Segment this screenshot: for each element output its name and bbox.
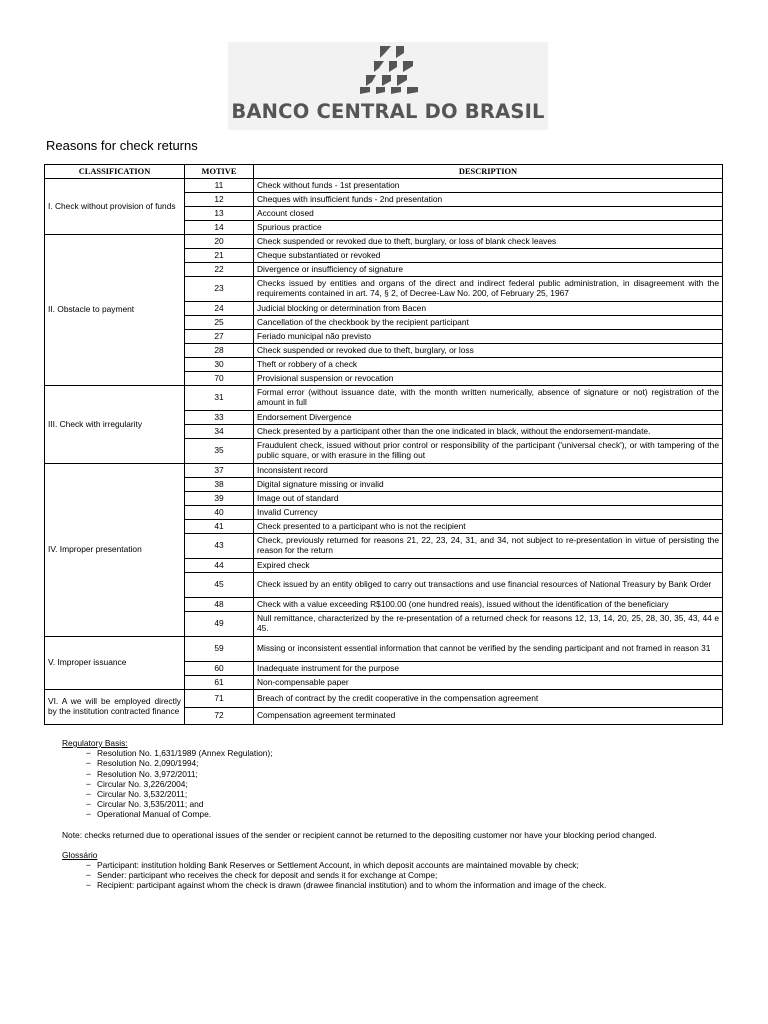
- glossary-item: − Sender: participant who receives the check for deposit and sends it for exchange at Compe;: [90, 870, 662, 880]
- motive-code-cell: 14: [185, 221, 254, 235]
- motive-code-cell: 40: [185, 506, 254, 520]
- description-cell: Endorsement Divergence: [254, 411, 723, 425]
- motive-code-cell: 28: [185, 344, 254, 358]
- description-cell: Image out of standard: [254, 492, 723, 506]
- description-cell: Invalid Currency: [254, 506, 723, 520]
- description-cell: Null remittance, characterized by the re-presentation of a returned check for reasons 12, 13, 14, 20, 25, 28, 30, 35, 43, 44 e 45.: [254, 612, 723, 637]
- description-cell: Check, previously returned for reasons 21, 22, 23, 24, 31, and 34, not subject to re-presentation in virtue of persisting the reason for the return: [254, 534, 723, 559]
- description-cell: Inadequate instrument for the purpose: [254, 662, 723, 676]
- description-cell: Cheque substantiated or revoked: [254, 249, 723, 263]
- motive-code-cell: 30: [185, 358, 254, 372]
- regulatory-item: − Operational Manual of Compe.: [90, 809, 662, 819]
- description-cell: Missing or inconsistent essential information that cannot be verified by the sending participant and not framed in reason 31: [254, 637, 723, 662]
- classification-cell: III. Check with irregularity: [45, 386, 185, 464]
- bcb-emblem-icon: [360, 46, 418, 94]
- description-cell: Check with a value exceeding R$100.00 (one hundred reais), issued without the identification of the beneficiary: [254, 598, 723, 612]
- notes-section: [62, 738, 662, 891]
- motive-code-cell: 33: [185, 411, 254, 425]
- glossary-list: [62, 860, 662, 891]
- regulatory-item: − Resolution No. 1,631/1989 (Annex Regulation);: [90, 748, 662, 758]
- motive-code-cell: 24: [185, 302, 254, 316]
- regulatory-item: − Circular No. 3,535/2011; and: [90, 799, 662, 809]
- motive-code-cell: 44: [185, 559, 254, 573]
- logo-text: BANCO CENTRAL DO BRASIL: [231, 100, 545, 123]
- description-cell: Expired check: [254, 559, 723, 573]
- motive-code-cell: 41: [185, 520, 254, 534]
- description-cell: Cancellation of the checkbook by the recipient participant: [254, 316, 723, 330]
- description-cell: Compensation agreement terminated: [254, 708, 723, 725]
- motive-code-cell: 11: [185, 179, 254, 193]
- motive-code-cell: 45: [185, 573, 254, 598]
- classification-cell: VI. A we will be employed directly by the institution contracted finance: [45, 690, 185, 725]
- motive-code-cell: 72: [185, 708, 254, 725]
- bcb-logo: [228, 42, 548, 130]
- motive-code-cell: 25: [185, 316, 254, 330]
- motive-code-cell: 38: [185, 478, 254, 492]
- motive-code-cell: 27: [185, 330, 254, 344]
- glossary-title: Glossário: [62, 849, 98, 860]
- motive-code-cell: 22: [185, 263, 254, 277]
- motive-code-cell: 34: [185, 425, 254, 439]
- description-cell: Breach of contract by the credit cooperative in the compensation agreement: [254, 690, 723, 708]
- motive-code-cell: 23: [185, 277, 254, 302]
- classification-cell: IV. Improper presentation: [45, 464, 185, 637]
- description-cell: Cheques with insufficient funds - 2nd presentation: [254, 193, 723, 207]
- table-row: [45, 386, 723, 411]
- description-cell: Inconsistent record: [254, 464, 723, 478]
- motive-code-cell: 31: [185, 386, 254, 411]
- motive-code-cell: 35: [185, 439, 254, 464]
- motive-code-cell: 12: [185, 193, 254, 207]
- table-row: [45, 179, 723, 193]
- description-cell: Divergence or insufficiency of signature: [254, 263, 723, 277]
- motive-code-cell: 71: [185, 690, 254, 708]
- regulatory-item: − Resolution No. 2,090/1994;: [90, 758, 662, 768]
- regulatory-item: − Circular No. 3,226/2004;: [90, 779, 662, 789]
- motive-code-cell: 43: [185, 534, 254, 559]
- description-cell: Fraudulent check, issued without prior control or responsibility of the participant ('universal check'), or with tampering of the public square, or with erasure in the filling out: [254, 439, 723, 464]
- return-codes-table: [44, 164, 723, 725]
- description-cell: Check suspended or revoked due to theft, burglary, or loss of blank check leaves: [254, 235, 723, 249]
- motive-code-cell: 20: [185, 235, 254, 249]
- motive-code-cell: 49: [185, 612, 254, 637]
- glossary-item: − Recipient: participant against whom the check is drawn (drawee financial institution) and to whom the information and image of the check.: [90, 880, 662, 890]
- classification-header: CLASSIFICATION: [45, 165, 185, 179]
- regulatory-basis-title: Regulatory Basis:: [62, 738, 128, 748]
- description-cell: Provisional suspension or revocation: [254, 372, 723, 386]
- motive-code-cell: 13: [185, 207, 254, 221]
- motive-code-cell: 61: [185, 676, 254, 690]
- description-cell: Check presented to a participant who is not the recipient: [254, 520, 723, 534]
- description-cell: Check suspended or revoked due to theft, burglary, or loss: [254, 344, 723, 358]
- description-cell: Formal error (without issuance date, with the month written numerically, absence of signature or not) registration of the amount in full: [254, 386, 723, 411]
- classification-cell: II. Obstacle to payment: [45, 235, 185, 386]
- description-cell: Judicial blocking or determination from Bacen: [254, 302, 723, 316]
- description-cell: Feriado municipal não previsto: [254, 330, 723, 344]
- table-header-row: [45, 165, 723, 179]
- description-header: DESCRIPTION: [254, 165, 723, 179]
- table-row: [45, 637, 723, 662]
- description-cell: Non-compensable paper: [254, 676, 723, 690]
- table-row: [45, 464, 723, 478]
- description-cell: Spurious practice: [254, 221, 723, 235]
- description-cell: Check issued by an entity obliged to carry out transactions and use financial resources of National Treasury by Bank Order: [254, 573, 723, 598]
- motive-code-cell: 37: [185, 464, 254, 478]
- motive-code-cell: 21: [185, 249, 254, 263]
- table-row: [45, 235, 723, 249]
- motive-code-cell: 48: [185, 598, 254, 612]
- page-title: Reasons for check returns: [46, 138, 198, 153]
- description-cell: Account closed: [254, 207, 723, 221]
- motive-code-cell: 70: [185, 372, 254, 386]
- regulatory-item: − Resolution No. 3,972/2011;: [90, 769, 662, 779]
- description-cell: Theft or robbery of a check: [254, 358, 723, 372]
- motive-code-cell: 39: [185, 492, 254, 506]
- description-cell: Digital signature missing or invalid: [254, 478, 723, 492]
- classification-cell: I. Check without provision of funds: [45, 179, 185, 235]
- description-cell: Check presented by a participant other than the one indicated in black, without the endorsement-mandate.: [254, 425, 723, 439]
- description-cell: Checks issued by entities and organs of the direct and indirect federal public administration, in disagreement with the requirements contained in art. 74, § 2, of Decree-Law No. 200, of February 25, 1967: [254, 277, 723, 302]
- motive-code-cell: 60: [185, 662, 254, 676]
- glossary-item: − Participant: institution holding Bank Reserves or Settlement Account, in which deposit accounts are maintained movable by check;: [90, 860, 662, 870]
- regulatory-list: [62, 748, 662, 819]
- classification-cell: V. Improper issuance: [45, 637, 185, 690]
- note-text: Note: checks returned due to operational issues of the sender or recipient cannot be returned to the depositing customer nor have your blocking period changed.: [62, 829, 657, 840]
- regulatory-item: − Circular No. 3,532/2011;: [90, 789, 662, 799]
- table-row: [45, 690, 723, 708]
- description-cell: Check without funds - 1st presentation: [254, 179, 723, 193]
- motive-code-cell: 59: [185, 637, 254, 662]
- motive-header: MOTIVE: [185, 165, 254, 179]
